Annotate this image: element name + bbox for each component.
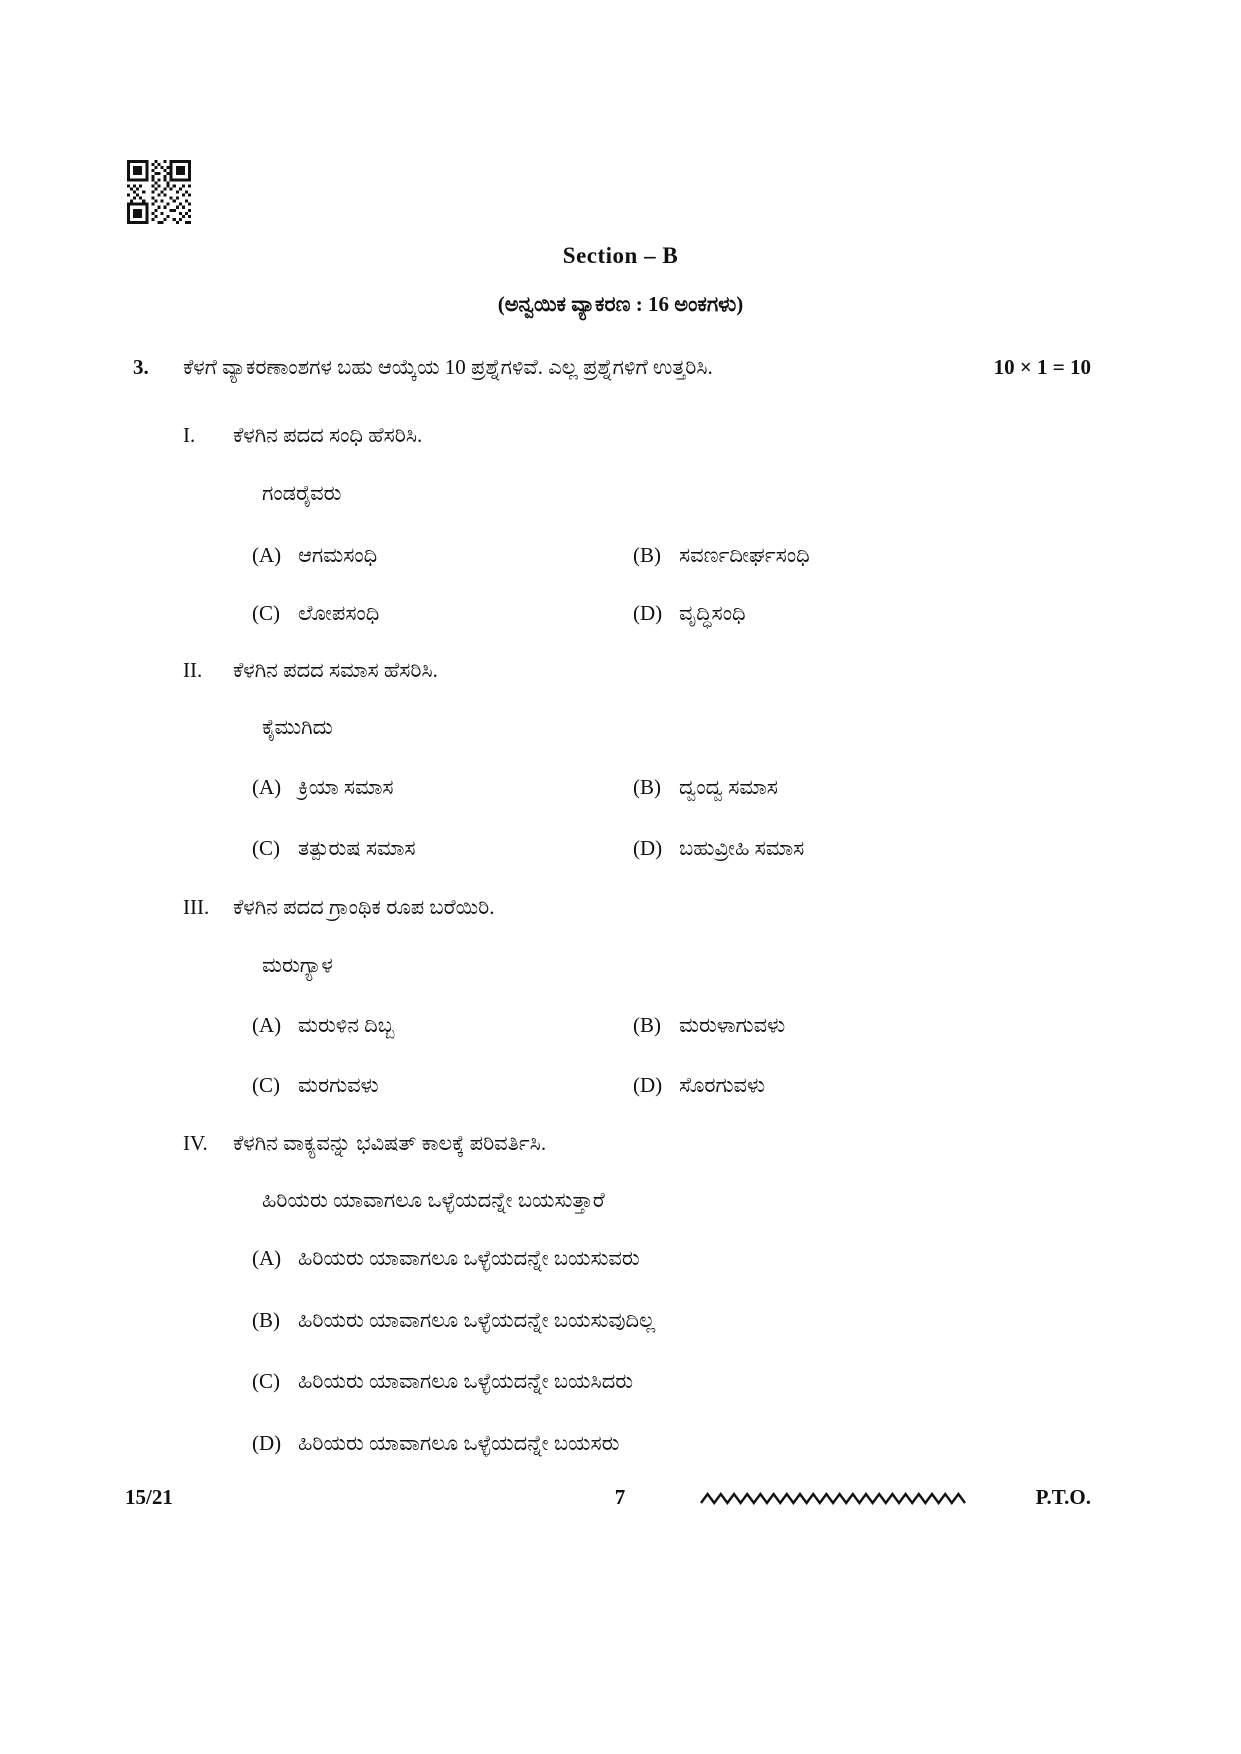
option-text: ಆಗಮಸಂಧಿ [298,543,378,567]
option [252,1070,379,1100]
option-text: ದ್ವಂದ್ವ ಸಮಾಸ [679,775,778,799]
pto-label: P.T.O. [1035,1485,1091,1509]
option-text: ಹಿರಿಯರು ಯಾವಾಗಲೂ ಒಳ್ಳೆಯದನ್ನೇ ಬಯಸಿದರು [298,1369,634,1393]
stimulus-word: ಗಂಡರೈವರು [262,481,342,505]
option [252,1428,620,1458]
option-label: (A) [252,543,282,567]
option-text: ಸೊರಗುವಳು [679,1073,766,1097]
option-text: ವೃದ್ಧಿಸಂಧಿ [679,601,746,625]
option [633,1010,785,1040]
option-text: ಸವರ್ಣದೀರ್ಘಸಂಧಿ [679,543,810,567]
option [252,1366,633,1396]
option-label: (C) [252,836,280,860]
subquestion-numeral: IV. [183,1131,208,1155]
option [252,598,379,628]
option-label: (C) [252,1073,280,1097]
option-text: ಮರುಳಿನ ದಿಬ್ಬ [298,1013,395,1037]
option-label: (B) [633,543,661,567]
option-text: ಮರುಳಾಗುವಳು [679,1013,786,1037]
option-label: (D) [633,1073,663,1097]
option-label: (A) [252,1246,282,1270]
option [252,1010,394,1040]
option-label: (C) [252,601,280,625]
option [252,772,394,802]
qr-code-icon [127,160,191,224]
option-text: ತತ್ಪುರುಷ ಸಮಾಸ [298,836,416,860]
subquestion-numeral: II. [183,658,203,682]
question-text: ಕೆಳಗೆ ವ್ಯಾಕರಣಾಂಶಗಳ ಬಹು ಆಯ್ಕೆಯ 10 ಪ್ರಶ್ನೆಗಳಿವೆ. ಎಲ್ಲ ಪ್ರಶ್ನೆಗಳಿಗೆ ಉತ್ತರಿಸಿ. [183,355,713,379]
option [252,833,416,863]
zigzag-line-icon [700,1490,966,1506]
option [633,772,778,802]
option-label: (A) [252,775,282,799]
option-text: ಲೋಪಸಂಧಿ [298,601,380,625]
option [252,1305,655,1335]
option [633,540,810,570]
option-text: ಹಿರಿಯರು ಯಾವಾಗಲೂ ಒಳ್ಳೆಯದನ್ನೇ ಬಯಸರು [298,1431,620,1455]
option [633,598,746,628]
option-label: (D) [633,601,663,625]
option-label: (B) [633,775,661,799]
paper-code: 15/21 [125,1485,173,1509]
subquestion-prompt: ಕೆಳಗಿನ ವಾಕ್ಯವನ್ನು ಭವಿಷತ್ ಕಾಲಕ್ಕೆ ಪರಿವರ್ತಿಸಿ. [233,1131,547,1155]
option-label: (C) [252,1369,280,1393]
option-text: ಹಿರಿಯರು ಯಾವಾಗಲೂ ಒಳ್ಳೆಯದನ್ನೇ ಬಯಸುವುದಿಲ್ಲ [298,1308,656,1332]
stimulus-sentence: ಹಿರಿಯರು ಯಾವಾಗಲೂ ಒಳ್ಳೆಯದನ್ನೇ ಬಯಸುತ್ತಾರೆ [262,1188,605,1212]
option-text: ಬಹುವ್ರೀಹಿ ಸಮಾಸ [679,836,805,860]
question-marks: 10 × 1 = 10 [993,355,1091,379]
option [252,1243,640,1273]
subquestion-prompt: ಕೆಳಗಿನ ಪದದ ಗ್ರಾಂಥಿಕ ರೂಪ ಬರೆಯಿರಿ. [233,895,495,919]
stimulus-word: ಮರುಗ್ಯಾಳ [262,953,333,977]
section-subtitle: (ಅನ್ವಯಿಕ ವ್ಯಾಕರಣ : 16 ಅಂಕಗಳು) [497,292,744,316]
option-text: ಕ್ರಿಯಾ ಸಮಾಸ [298,775,394,799]
option-label: (B) [252,1308,280,1332]
option [633,833,804,863]
option-label: (A) [252,1013,282,1037]
subquestion-numeral: I. [183,423,196,447]
subquestion-prompt: ಕೆಳಗಿನ ಪದದ ಸಂಧಿ ಹೆಸರಿಸಿ. [233,423,423,447]
option [252,540,377,570]
option-text: ಹಿರಿಯರು ಯಾವಾಗಲೂ ಒಳ್ಳೆಯದನ್ನೇ ಬಯಸುವರು [298,1246,640,1270]
option [633,1070,765,1100]
stimulus-word: ಕೈಮುಗಿದು [262,715,333,739]
option-text: ಮರಗುವಳು [298,1073,379,1097]
question-number: 3. [133,355,149,379]
subquestion-prompt: ಕೆಳಗಿನ ಪದದ ಸಮಾಸ ಹೆಸರಿಸಿ. [233,658,438,682]
subquestion-numeral: III. [183,895,210,919]
option-label: (D) [252,1431,282,1455]
option-label: (D) [633,836,663,860]
page-number: 7 [614,1485,626,1509]
option-label: (B) [633,1013,661,1037]
section-title: Section – B [562,243,679,268]
